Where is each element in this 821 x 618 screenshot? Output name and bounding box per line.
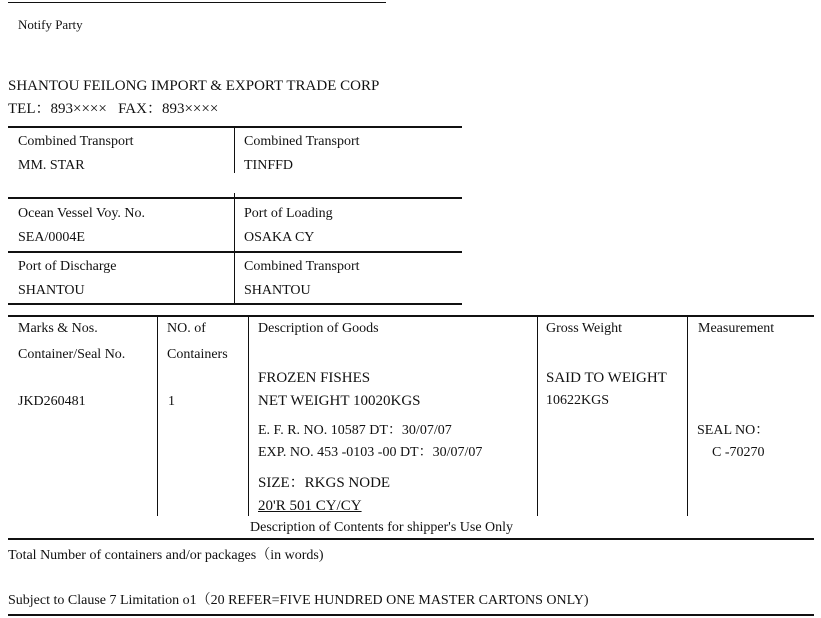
total-packages-label: Total Number of containers and/or packages（in words) <box>8 548 324 563</box>
goods-col-divider-1 <box>157 316 158 516</box>
transport-row-3-right-value: SHANTOU <box>244 283 311 298</box>
goods-col-divider-2 <box>248 316 249 516</box>
shipper-use-note: Description of Contents for shipper's Use Only <box>250 520 514 535</box>
goods-col-divider-3 <box>537 316 538 516</box>
header-marks-line1: Marks & Nos. <box>18 321 98 336</box>
transport-row-1-left-value: MM. STAR <box>18 158 85 173</box>
header-description: Description of Goods <box>258 321 379 336</box>
transport-row-1-right-value: TINFFD <box>244 158 294 173</box>
transport-grid-rule-2 <box>8 197 462 199</box>
transport-row-2-left-value: SEA/0004E <box>18 230 85 245</box>
transport-row-1-left-label: Combined Transport <box>18 134 134 149</box>
header-measurement: Measurement <box>698 321 775 336</box>
top-rule <box>8 2 386 3</box>
description-line-1: FROZEN FISHES <box>258 370 371 386</box>
shipper-name: SHANTOU FEILONG IMPORT & EXPORT TRADE CORP <box>8 78 380 94</box>
transport-row-3-left-label: Port of Discharge <box>18 259 117 274</box>
header-gross-weight: Gross Weight <box>546 321 623 336</box>
description-line-5: SIZE：RKGS NODE <box>258 475 391 491</box>
shipper-contact: TEL：893×××× FAX：893×××× <box>8 101 219 117</box>
transport-grid-divider-2 <box>234 193 235 303</box>
transport-grid-bottom-rule <box>8 303 462 305</box>
goods-col-divider-4 <box>687 316 688 516</box>
transport-row-2-right-value: OSAKA CY <box>244 230 315 245</box>
description-line-2: NET WEIGHT 10020KGS <box>258 393 421 409</box>
header-marks-line2: Container/Seal No. <box>18 347 126 362</box>
container-count-value: 1 <box>168 394 175 409</box>
goods-table-top-rule <box>8 315 814 317</box>
clause-text: Subject to Clause 7 Limitation o1（20 REFER=FIVE HUNDRED ONE MASTER CARTONS ONLY) <box>8 593 589 608</box>
transport-row-2-left-label: Ocean Vessel Voy. No. <box>18 206 146 221</box>
gross-weight-line-1: SAID TO WEIGHT <box>546 370 667 386</box>
notify-party-label: Notify Party <box>18 17 83 32</box>
header-containers-line1: NO. of <box>167 321 206 336</box>
footer-bottom-rule <box>8 614 814 616</box>
description-line-6: 20'R 501 CY/CY <box>258 498 362 514</box>
header-containers-line2: Containers <box>167 347 228 362</box>
transport-row-2-right-label: Port of Loading <box>244 206 333 221</box>
gross-weight-line-2: 10622KGS <box>546 393 610 408</box>
description-line-4: EXP. NO. 453 -0103 -00 DT：30/07/07 <box>258 445 483 460</box>
goods-table-bottom-rule <box>8 538 814 540</box>
seal-label: SEAL NO： <box>697 423 770 438</box>
transport-row-3-right-label: Combined Transport <box>244 259 360 274</box>
transport-row-1-right-label: Combined Transport <box>244 134 360 149</box>
seal-value: C -70270 <box>712 445 765 460</box>
transport-row-3-left-value: SHANTOU <box>18 283 85 298</box>
description-line-3: E. F. R. NO. 10587 DT：30/07/07 <box>258 423 452 438</box>
transport-grid-rule-3 <box>8 251 462 253</box>
transport-grid-divider-1 <box>234 127 235 173</box>
marks-value: JKD260481 <box>18 394 86 409</box>
transport-grid-top-rule <box>8 126 462 128</box>
